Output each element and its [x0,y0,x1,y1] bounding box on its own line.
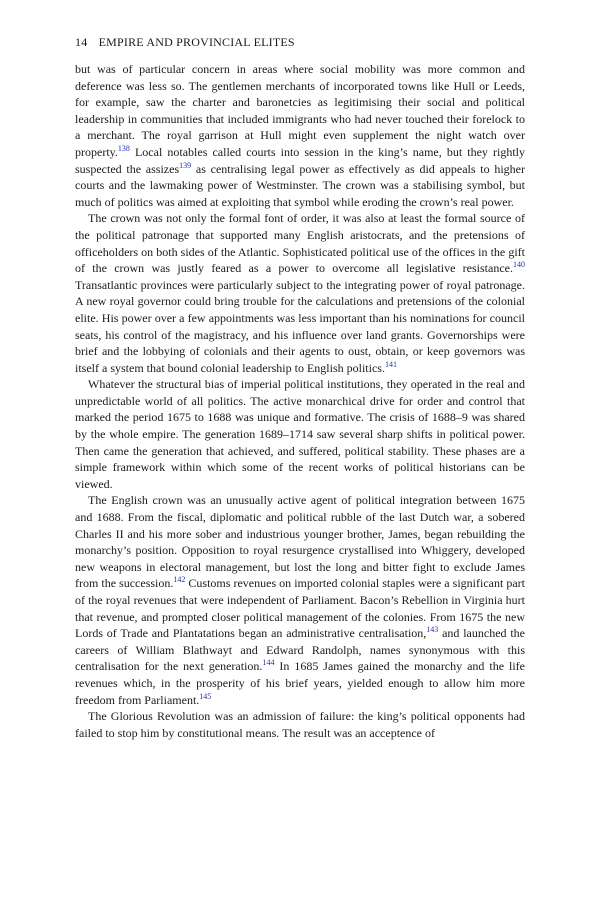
running-title: EMPIRE AND PROVINCIAL ELITES [98,35,295,49]
book-page [75,34,525,741]
footnote-ref[interactable]: 140 [513,260,525,270]
footnote-ref[interactable]: 144 [262,658,275,668]
page-number: 14 [75,35,88,49]
footnote-ref[interactable]: 145 [199,691,212,701]
paragraph-text: The English crown was an unusually active agent of political integration between 1675 and 1688. From the fiscal, diplomatic and political rubble of the last Dutch war, a sobered Charles II and his more sober and industrious younger brother, James, began rebuilding the monarchy’s position. Opposition to royal resurgence crystallised into Whiggery, developed new weapons in electoral management, but lost the long and bitter fight to exclude James from the succession. [75,493,525,591]
paragraph-text: Transatlantic provinces were particularly subject to the integrating power of royal patronage. A new royal governor could bring trouble for the calculations and pretensions of the colonial elite. His power over a few appointments was less important than his nominations for council seats, his control of the magistracy, and his influence over land grants. Governorships were brief and the lobbying of colonials and their agents to oust, obtain, or keep governors was itself a system that bound colonial leadership to English politics. [75,277,525,375]
paragraph [75,708,525,741]
footnote-ref[interactable]: 142 [173,575,186,585]
paragraph-text: Customs revenues on imported colonial staples were a significant part of the royal revenues that were independent of Parliament. Bacon’s Rebellion in Virginia hurt that revenue, and prompted closer political management of the colonies. From 1675 the new Lords of Trade and Plantatations began an administrative centralisation, [75,576,526,641]
paragraph [75,61,525,210]
paragraph-text: The Glorious Revolution was an admission of failure: the king’s political opponents had failed to stop him by constitutional means. The result was an acceptence of [75,709,525,740]
body-text [75,61,525,741]
paragraph [75,210,525,376]
paragraph-text: Whatever the structural bias of imperial political institutions, they operated in the real and unpredictable world of all politics. The active monarchical drive for order and control that marked the period 1675 to 1688 was unique and formative. The crisis of 1688–9 was shared by the whole empire. The generation 1689–1714 saw several sharp shifts in political power. Then came the generation that achieved, and suffered, political stability. These phases are a simple framework within which some of the recent works of political historians can be viewed. [75,377,525,491]
paragraph [75,492,525,708]
footnote-ref[interactable]: 141 [384,359,397,369]
paragraph-text: The crown was not only the formal font of order, it was also at least the formal source of the political patronage that supported many English aristocrats, and the pretensions of officeholders on both sides of the Atlantic. Sophisticated political use of the offices in the gift of the crown was justly feared as a power to overcome all legislative resistance. [75,211,525,276]
footnote-ref[interactable]: 143 [426,625,439,635]
paragraph-text: In 1685 James gained the monarchy and the life revenues which, in the prosperity of his brief years, yielded enough to allow him more freedom from Parliament. [75,659,525,707]
footnote-ref[interactable]: 139 [179,160,192,170]
paragraph [75,376,525,492]
footnote-ref[interactable]: 138 [117,143,130,153]
paragraph-text: and launched the careers of William Blathwayt and Edward Randolph, names synonymous with this centralisation for the next generation. [75,626,525,674]
paragraph-text: as centralising legal power as effectively as did appeals to higher courts and the lawmaking power of Westminster. The crown was a stabilising symbol, but much of politics was aimed at exploiting that symbol while eroding the crown’s real power. [75,161,526,209]
running-head [75,34,525,50]
paragraph-text: Local notables called courts into session in the king’s name, but they rightly suspected the assizes [75,144,525,176]
paragraph-text: but was of particular concern in areas where social mobility was more common and deference was less so. The gentlemen merchants of incorporated towns like Hull or Leeds, for example, saw the charter and baronetcies as legitimising their social and political leadership in communities that included immigrants who had never touched their forelock to a merchant. The royal garrison at Hull might even supplement the night watch over property. [75,62,525,159]
